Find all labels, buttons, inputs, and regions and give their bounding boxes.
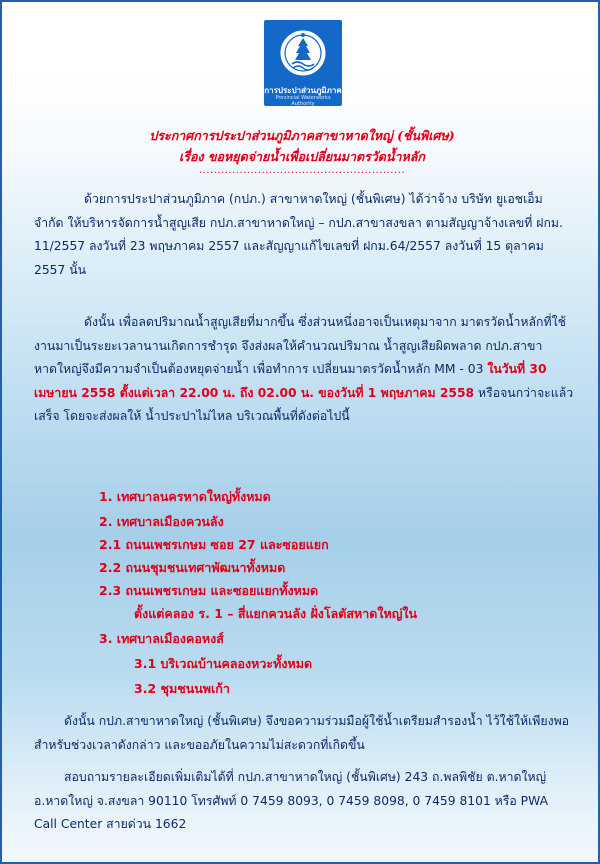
- pwa-emblem-icon: [278, 26, 328, 82]
- paragraph-reason: [34, 311, 574, 429]
- outage-schedule: ในวันที่ 30 เมษายน 2558 ตั้งแต่เวลา 22.00 น. ถึง 02.00 น. ของวันที่ 1 พฤษภาคม 2558: [34, 362, 547, 400]
- paragraph-request-text: ดังนั้น กปภ.สาขาหาดใหญ่ (ชั้นพิเศษ) จึงขอความร่วมมือผู้ใช้น้ำเตรียมสำรองน้ำ ไว้ใช้ให้เพียงพอสำหรับช่วงเวลาดังกล่าว และขออภัยในความไม่สะดวกที่เกิดขึ้น: [34, 714, 570, 752]
- paragraph-reason-tail: หรือจนกว่าจะแล้วเสร็จ โดยจะส่งผลให้ น้ำประปาไม่ไหล บริเวณพื้นที่ดังต่อไปนี้: [34, 385, 574, 423]
- paragraph-request: [34, 710, 574, 757]
- area-item: 1. เทศบาลนครหาดใหญ่ทั้งหมด: [99, 489, 271, 504]
- area-item: 2.1 ถนนเพชรเกษม ซอย 27 และซอยแยก: [99, 537, 329, 552]
- announcement-title: ประกาศการประปาส่วนภูมิภาคสาขาหาดใหญ่ (ชั้นพิเศษ): [149, 128, 455, 143]
- announcement-subject: เรื่อง ขอหยุดจ่ายน้ำเพื่อเปลี่ยนมาตรวัดน้ำหลัก: [179, 149, 425, 164]
- pwa-logo: [264, 20, 342, 106]
- paragraph-contract: [34, 188, 574, 282]
- area-item: 3. เทศบาลเมืองคอหงส์: [99, 631, 224, 646]
- paragraph-reason-text: ดังนั้น เพื่อลดปริมาณน้ำสูญเสียที่มากขึ้น ซึ่งส่วนหนึ่งอาจเป็นเหตุมาจาก มาตรวัดน้ำหลักที่ใช้งานมาเป็นระยะเวลานานเกิดการชำรุด จึงส่งผลให้คำนวณปริมาณ น้ำสูญเสียผิดพลาด กปภ.สาขาหาดใหญ่จึงมีความจำเป็นต้องหยุดจ่ายน้ำ เพื่อทำการ เปลี่ยนมาตรวัดน้ำหลัก MM - 03: [34, 315, 566, 376]
- paragraph-contract-text: ด้วยการประปาส่วนภูมิภาค (กปภ.) สาขาหาดใหญ่ (ชั้นพิเศษ) ได้ว่าจ้าง บริษัท ยูเอชเอ็ม จำกัด ให้บริหารจัดการน้ำสูญเสีย กปภ.สาขาหาดใหญ่ – กปภ.สาขาสงขลา ตามสัญญาจ้างเลขที่ ฝกม. 11/2557 ลงวันที่ 23 พฤษภาคม 2557 และสัญญาแก้ไขเลขที่ ฝกม.64/2557 ลงวันที่ 15 ตุลาคม 2557 นั้น: [34, 192, 563, 277]
- paragraph-contact-text: สอบถามรายละเอียดเพิ่มเติมได้ที่ กปภ.สาขาหาดใหญ่ (ชั้นพิเศษ) 243 ถ.พลพิชัย ต.หาดใหญ่ อ.หาดใหญ่ จ.สงขลา 90110 โทรศัพท์ 0 7459 8093, 0 7459 8098, 0 7459 8101 หรือ PWA Call Center สายด่วน 1662: [34, 770, 548, 831]
- area-item: 2. เทศบาลเมืองควนลัง: [99, 514, 224, 529]
- area-item: 2.3 ถนนเพชรเกษม และซอยแยกทั้งหมด: [99, 583, 319, 598]
- logo-name-en: Provincial Waterworks Authority: [275, 95, 331, 107]
- paragraph-contact: [34, 766, 574, 837]
- title-divider: ........................................................: [198, 165, 405, 176]
- area-item: 3.2 ชุมชนนพเก้า: [134, 681, 230, 696]
- area-item: 3.1 บริเวณบ้านคลองหวะทั้งหมด: [134, 656, 313, 671]
- logo-name-th: การประปาส่วนภูมิภาค: [264, 86, 342, 95]
- area-item: ตั้งแต่คลอง ร. 1 – สี่แยกควนลัง ฝั่งโลตัสหาดใหญ่ใน: [134, 606, 418, 621]
- area-item: 2.2 ถนนชุมชนเทศาพัฒนาทั้งหมด: [99, 560, 286, 575]
